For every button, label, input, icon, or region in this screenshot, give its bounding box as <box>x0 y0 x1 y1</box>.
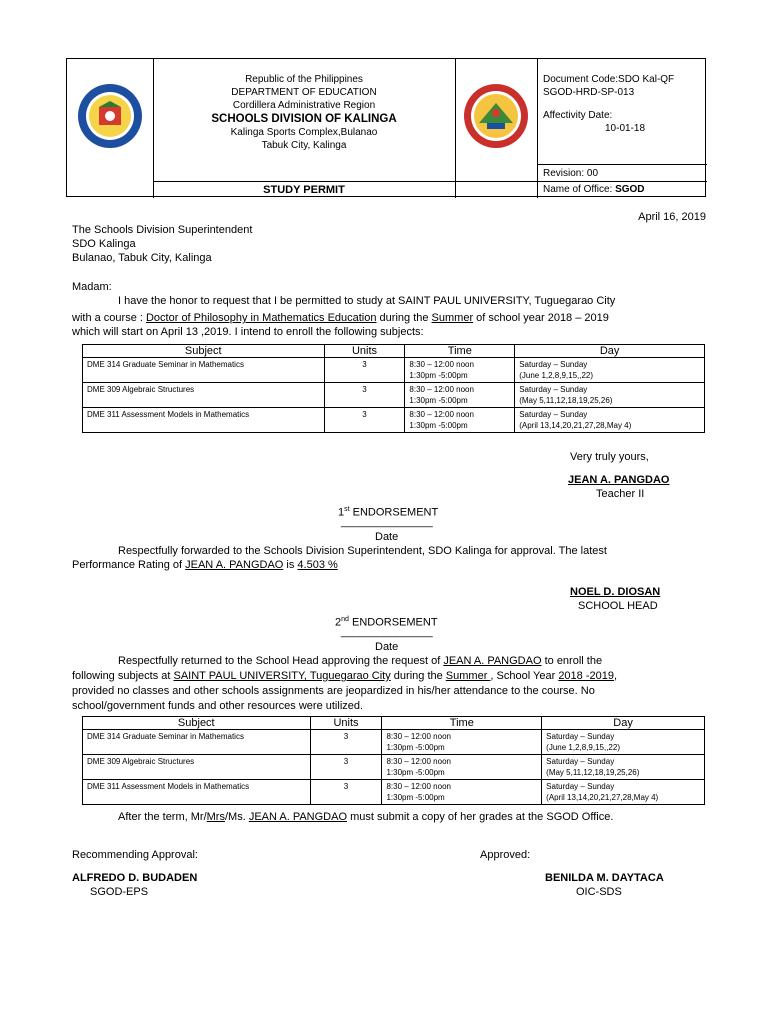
course-name: Doctor of Philosophy in Mathematics Education <box>145 312 377 324</box>
header-office-divider <box>537 181 707 182</box>
rated-employee-name: JEAN A. PANGDAO <box>185 559 284 571</box>
deped-seal-logo <box>77 83 143 149</box>
header-deped: DEPARTMENT OF EDUCATION <box>231 87 377 98</box>
day-dates: (April 13,14,20,21,27,28,May 4) <box>546 793 659 802</box>
day-range: Saturday – Sunday <box>519 410 588 419</box>
affectivity-label: Affectivity Date: <box>543 110 613 121</box>
school-year: 2018 -2019 <box>558 670 614 682</box>
second-endorsement-date-line: _______________ <box>341 626 433 638</box>
document-header <box>66 58 706 197</box>
col-header-subject: Subject <box>83 345 325 358</box>
day-cell <box>542 730 705 755</box>
table-row <box>83 730 705 755</box>
letter-date: April 16, 2019 <box>638 211 706 223</box>
header-title-divider <box>153 181 538 182</box>
time-afternoon: 1:30pm -5:00pm <box>409 371 468 380</box>
approved-employee-name: JEAN A. PANGDAO <box>443 655 542 667</box>
revision-number: Revision: 00 <box>543 168 599 179</box>
day-cell <box>515 358 705 383</box>
day-dates: (June 1,2,8,9,15,,22) <box>519 371 594 380</box>
day-cell <box>542 780 705 805</box>
request-text: during the <box>376 312 432 324</box>
table-row <box>83 780 705 805</box>
requester-name: JEAN A. PANGDAO <box>568 474 670 486</box>
col-header-time: Time <box>405 345 515 358</box>
time-morning: 8:30 – 12:00 noon <box>386 732 451 741</box>
col-header-time: Time <box>382 717 542 730</box>
units-cell: 3 <box>310 755 382 780</box>
col-header-units: Units <box>324 345 405 358</box>
table-row <box>83 358 705 383</box>
note-text: /Ms. <box>224 811 249 823</box>
subject-cell: DME 311 Assessment Models in Mathematics <box>83 780 311 805</box>
note-text: After the term, Mr/ <box>118 811 207 823</box>
day-range: Saturday – Sunday <box>546 732 615 741</box>
day-range: Saturday – Sunday <box>546 782 615 791</box>
header-divider-right <box>537 59 538 198</box>
header-agency-text <box>153 73 455 152</box>
time-cell <box>382 755 542 780</box>
table-row <box>83 383 705 408</box>
header-address-1: Kalinga Sports Complex,Bulanao <box>230 127 378 138</box>
col-header-subject: Subject <box>83 717 311 730</box>
school-head-title: SCHOOL HEAD <box>578 600 658 612</box>
endorsement-ordinal: nd <box>341 616 349 623</box>
table-header-row <box>83 717 705 730</box>
endorsement-ordinal: st <box>344 506 350 513</box>
time-morning: 8:30 – 12:00 noon <box>386 757 451 766</box>
affectivity-date: 10-01-18 <box>605 123 646 134</box>
day-dates: (May 5,11,12,18,19,25,26) <box>519 396 613 405</box>
second-endorsement-line-4: school/government funds and other resources were utilized. <box>72 700 364 712</box>
col-header-day: Day <box>515 345 705 358</box>
endorsement-text: Performance Rating of <box>72 559 186 571</box>
time-afternoon: 1:30pm -5:00pm <box>386 793 445 802</box>
endorsement-number: 2 <box>335 616 342 629</box>
endorsement-text: , School Year <box>490 670 559 682</box>
performance-rating: 4.503 % <box>297 559 338 571</box>
time-morning: 8:30 – 12:00 noon <box>409 360 474 369</box>
request-text: with a course : <box>72 312 146 324</box>
division-seal-logo <box>463 83 529 149</box>
endorsement-label: ENDORSEMENT <box>349 506 439 519</box>
first-endorsement-date-line: _______________ <box>341 516 433 528</box>
addressee-line-1: The Schools Division Superintendent <box>72 224 253 236</box>
approver-name: BENILDA M. DAYTACA <box>545 872 664 884</box>
units-cell: 3 <box>324 383 405 408</box>
subject-cell: DME 309 Algebraic Structures <box>83 383 325 408</box>
header-region: Cordillera Administrative Region <box>232 100 376 111</box>
header-divider-middle <box>455 59 456 198</box>
subjects-table-1 <box>82 344 705 433</box>
document-title: STUDY PERMIT <box>263 184 345 196</box>
document-code-line-1: Document Code:SDO Kal-QF <box>543 74 675 85</box>
school-name: SAINT PAUL UNIVERSITY, Tuguegarao City <box>173 670 391 682</box>
document-code-line-2: SGOD-HRD-SP-013 <box>543 87 635 98</box>
units-cell: 3 <box>310 730 382 755</box>
units-cell: 3 <box>324 358 405 383</box>
endorsement-text: is <box>283 559 298 571</box>
time-cell <box>382 730 542 755</box>
after-term-note <box>118 811 613 824</box>
day-cell <box>515 408 705 433</box>
honorific-selected: Mrs <box>206 811 225 823</box>
header-revision-divider <box>537 164 707 165</box>
recommender-title: SGOD-EPS <box>90 886 149 898</box>
closing: Very truly yours, <box>570 451 649 463</box>
first-endorsement-date-label: Date <box>375 531 399 543</box>
col-header-units: Units <box>310 717 382 730</box>
subject-cell: DME 311 Assessment Models in Mathematics <box>83 408 325 433</box>
endorsement-text: following subjects at <box>72 670 174 682</box>
note-text: must submit a copy of her grades at the SGOD Office. <box>347 811 614 823</box>
time-morning: 8:30 – 12:00 noon <box>409 410 474 419</box>
term-name: Summer <box>431 312 474 324</box>
day-dates: (May 5,11,12,18,19,25,26) <box>546 768 640 777</box>
salutation: Madam: <box>72 281 112 293</box>
recommender-name: ALFREDO D. BUDADEN <box>72 872 198 884</box>
requester-title: Teacher II <box>596 488 645 500</box>
time-afternoon: 1:30pm -5:00pm <box>409 396 468 405</box>
request-paragraph-line-3: which will start on April 13 ,2019. I intend to enroll the following subjects: <box>72 326 424 338</box>
units-cell: 3 <box>310 780 382 805</box>
day-range: Saturday – Sunday <box>546 757 615 766</box>
day-range: Saturday – Sunday <box>519 360 588 369</box>
header-division: SCHOOLS DIVISION OF KALINGA <box>211 113 397 125</box>
day-cell <box>515 383 705 408</box>
time-cell <box>405 408 515 433</box>
header-republic: Republic of the Philippines <box>245 74 363 85</box>
first-endorsement-line-1: Respectfully forwarded to the Schools Division Superintendent, SDO Kalinga for approval. The latest <box>118 545 607 557</box>
endorsement-label: ENDORSEMENT <box>348 616 438 629</box>
time-cell <box>405 358 515 383</box>
time-morning: 8:30 – 12:00 noon <box>386 782 451 791</box>
first-endorsement-line-2 <box>72 559 338 572</box>
time-cell <box>382 780 542 805</box>
endorsement-text: during the <box>390 670 446 682</box>
day-range: Saturday – Sunday <box>519 385 588 394</box>
time-cell <box>405 383 515 408</box>
request-paragraph-line-2 <box>72 312 609 325</box>
school-head-name: NOEL D. DIOSAN <box>570 586 661 598</box>
addressee-line-3: Bulanao, Tabuk City, Kalinga <box>72 252 212 264</box>
table-row <box>83 755 705 780</box>
subject-cell: DME 314 Graduate Seminar in Mathematics <box>83 730 311 755</box>
second-endorsement-line-2 <box>72 670 617 683</box>
office-name <box>543 183 645 197</box>
office-label: Name of Office: <box>543 184 613 195</box>
second-endorsement-line-3: provided no classes and other schools assignments are jeopardized in his/her attendance to the course. No <box>72 685 595 697</box>
approved-label: Approved: <box>480 849 531 861</box>
second-endorsement-date-label: Date <box>375 641 399 653</box>
office-value: SGOD <box>615 184 645 195</box>
subject-cell: DME 309 Algebraic Structures <box>83 755 311 780</box>
approver-title: OIC-SDS <box>576 886 622 898</box>
endorsement-text: Respectfully returned to the School Head approving the request of <box>118 655 444 667</box>
time-afternoon: 1:30pm -5:00pm <box>386 743 445 752</box>
day-dates: (April 13,14,20,21,27,28,May 4) <box>519 421 632 430</box>
term-name: Summer <box>445 670 491 682</box>
col-header-day: Day <box>542 717 705 730</box>
table-header-row <box>83 345 705 358</box>
units-cell: 3 <box>324 408 405 433</box>
endorsement-text: , <box>613 670 618 682</box>
request-paragraph-line-1: I have the honor to request that I be permitted to study at SAINT PAUL UNIVERSITY, Tuguegarao City <box>118 295 616 307</box>
second-endorsement-line-1 <box>118 655 602 668</box>
subject-cell: DME 314 Graduate Seminar in Mathematics <box>83 358 325 383</box>
day-cell <box>542 755 705 780</box>
request-text: of school year 2018 – 2019 <box>473 312 609 324</box>
endorsement-number: 1 <box>338 506 345 519</box>
table-row <box>83 408 705 433</box>
time-afternoon: 1:30pm -5:00pm <box>409 421 468 430</box>
employee-name: JEAN A. PANGDAO <box>248 811 348 823</box>
document-code-block <box>543 73 703 135</box>
recommending-approval-label: Recommending Approval: <box>72 849 198 861</box>
day-dates: (June 1,2,8,9,15,,22) <box>546 743 620 752</box>
addressee-line-2: SDO Kalinga <box>72 238 136 250</box>
subjects-table-2 <box>82 716 705 805</box>
time-morning: 8:30 – 12:00 noon <box>409 385 474 394</box>
header-address-2: Tabuk City, Kalinga <box>261 140 347 151</box>
endorsement-text: to enroll the <box>541 655 603 667</box>
time-afternoon: 1:30pm -5:00pm <box>386 768 445 777</box>
